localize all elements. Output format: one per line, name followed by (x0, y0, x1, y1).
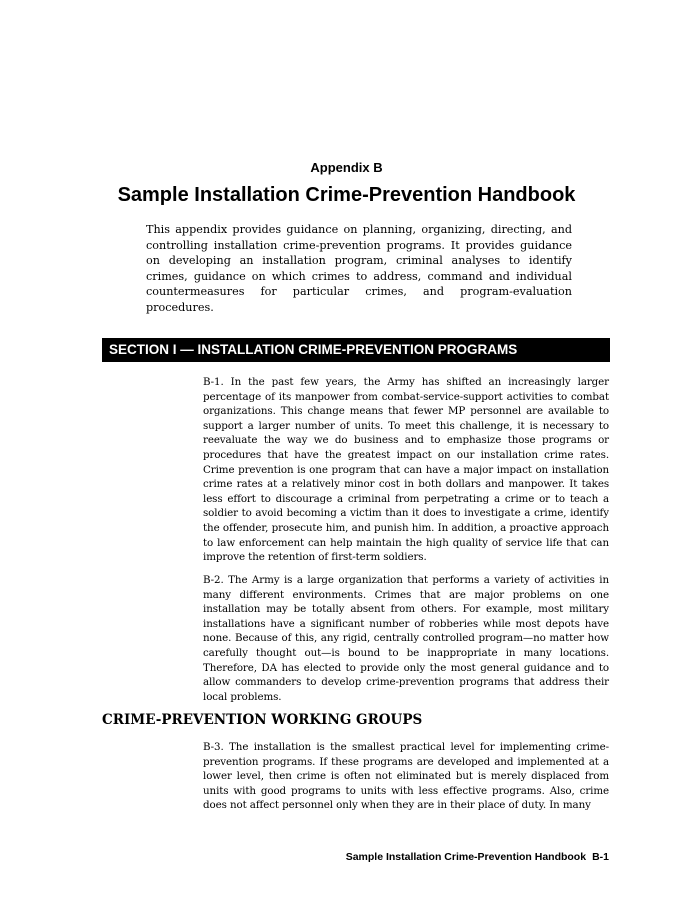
paragraph-b1: B-1. In the past few years, the Army has shifted an increasingly larger percentage of its manpower from combat-service-support activities to combat organizations. This change means that fewer MP personnel are available to support a larger number of units. To meet this challenge, it is necessary to reevaluate the way we do business and to emphasize those programs or procedures that have the greatest impact on our installation crime rates. Crime prevention is one program that can have a major impact on installation crime rates at a relatively minor cost in both dollars and manpower. It takes less effort to discourage a criminal from perpetrating a crime or to teach a soldier to avoid becoming a victim than it does to investigate a crime, identify the offender, prosecute him, and punish him. In addition, a proactive approach to law enforcement can help maintain the high quality of service life that can improve the retention of first-term soldiers. (203, 376, 609, 564)
appendix-label: Appendix B (310, 160, 383, 175)
subsection-heading: CRIME-PREVENTION WORKING GROUPS (102, 712, 423, 728)
paragraph-b3: B-3. The installation is the smallest practical level for implementing crime-prevention programs. If these programs are developed and implemented at a lower level, then crime is often not eliminated but is merely displaced from units with good programs to units with less effective programs. Also, crime does not affect personnel only when they are in their place of duty. In many (203, 741, 609, 812)
footer-running-title: Sample Installation Crime-Prevention Handbook (345, 851, 587, 863)
page-number: B-1 (592, 851, 609, 863)
section-heading-bar: SECTION I — INSTALLATION CRIME-PREVENTION PROGRAMS (102, 338, 610, 362)
page-title: Sample Installation Crime-Prevention Handbook (117, 184, 576, 206)
paragraph-b2: B-2. The Army is a large organization that performs a variety of activities in many different environments. Crimes that are major problems on one installation may be totally absent from others. For example, most military installations have a significant number of robberies while most depots have none. Because of this, any rigid, centrally controlled program—no matter how carefully thought out—is bound to be inappropriate in many locations. Therefore, DA has elected to provide only the most general guidance and to allow commanders to develop crime-prevention programs that address their local problems. (203, 574, 609, 703)
page-footer (346, 851, 609, 863)
intro-paragraph: This appendix provides guidance on planning, organizing, directing, and controlling installation crime-prevention programs. It provides guidance on developing an installation program, criminal analyses to identify crimes, guidance on which crimes to address, command and individual countermeasures for particular crimes, and program-evaluation procedures. (146, 223, 572, 314)
